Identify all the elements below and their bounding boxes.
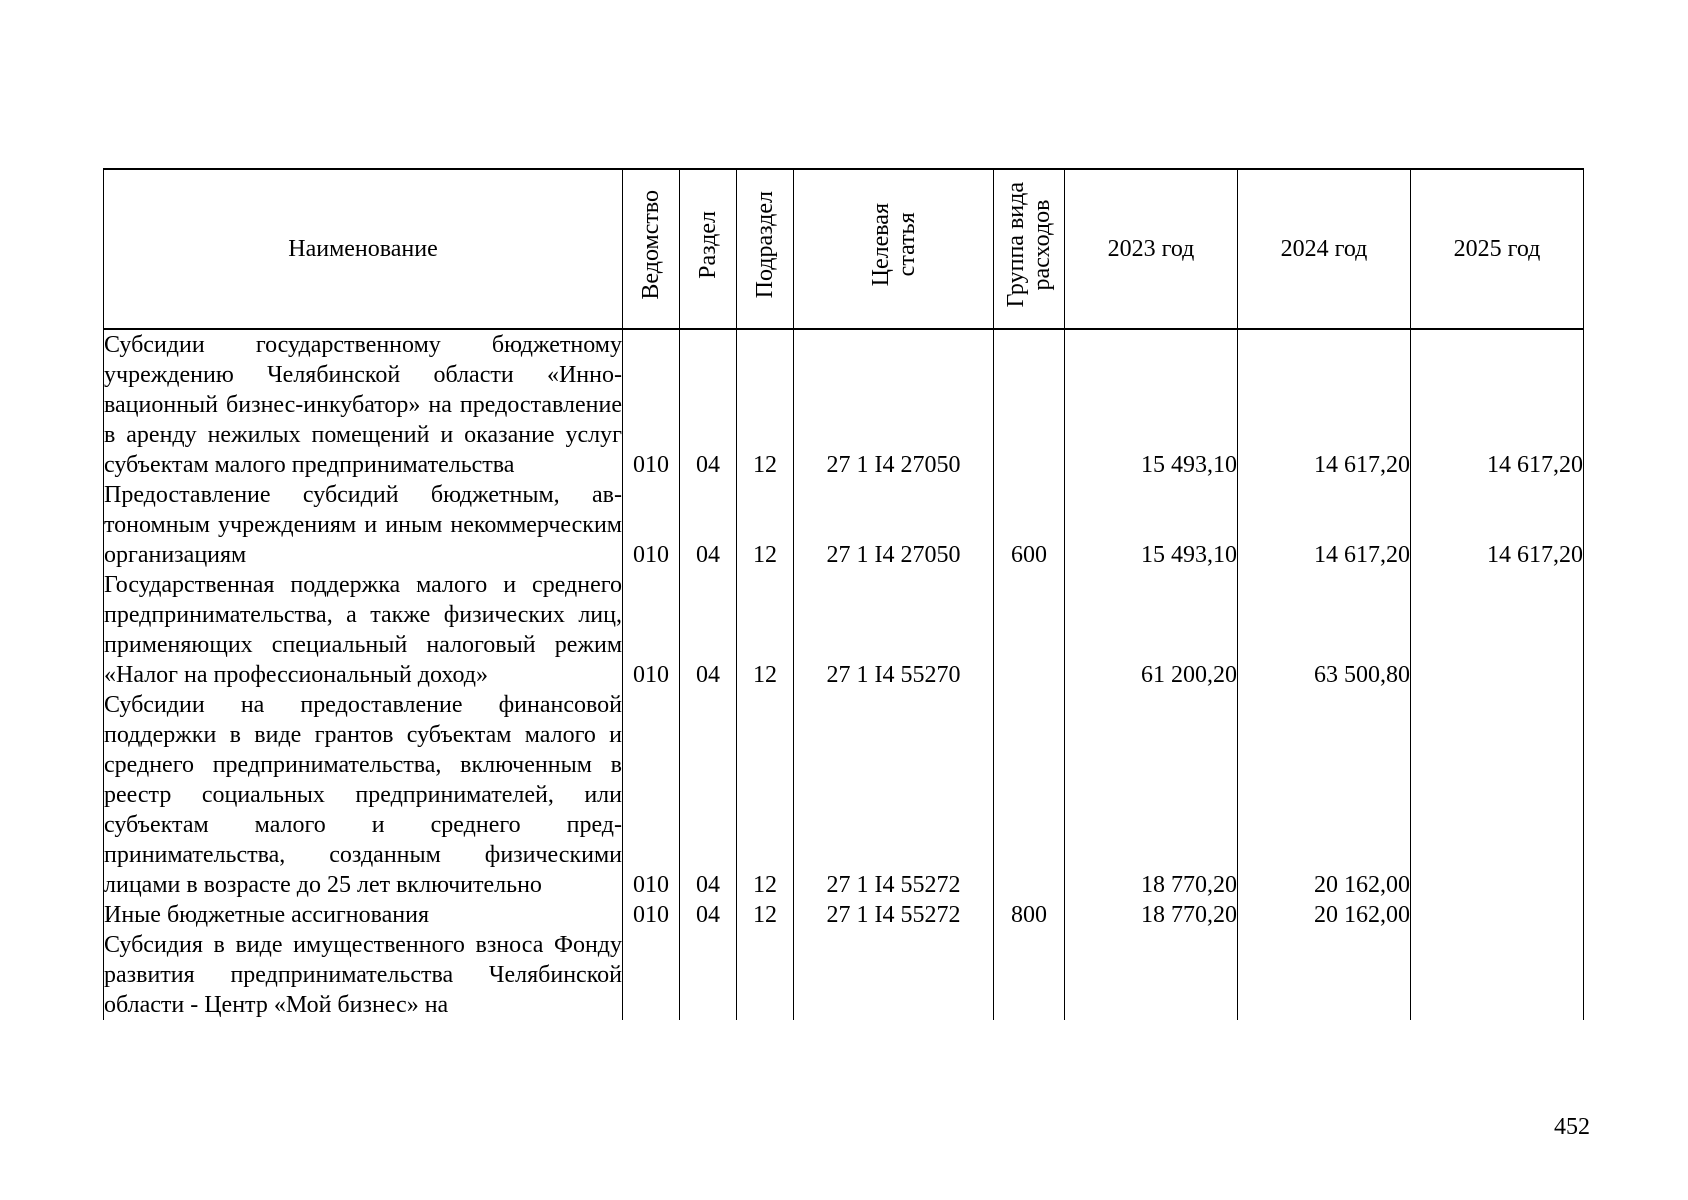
row-name: Субсидия в виде имущественного взноса Фонду развития предпринимательства Челябинской области - Центр «Мой бизнес» на: [104, 932, 622, 1018]
row-2024: [1238, 930, 1411, 1020]
header-gruppa-vida-raskhodov: Группа вида расходов: [994, 169, 1065, 329]
row-vedomstvo: 010: [623, 329, 680, 480]
row-tselevaya-statya: [794, 930, 994, 1020]
row-vedomstvo: 010: [623, 570, 680, 690]
row-name: Предоставление субсидий бюджетным, автономным учреждениям и иным некоммерческим организациям: [104, 482, 622, 568]
table-row: [104, 480, 1584, 570]
row-razdel: [680, 930, 737, 1020]
row-2024: 20 162,00: [1238, 900, 1411, 930]
row-razdel: 04: [680, 900, 737, 930]
row-name: Государственная поддержка малого и среднего предпринимательства, а также физических лиц, применяющих специальный налоговый режим «Налог на профессиональный доход»: [104, 572, 622, 688]
row-2025: [1411, 690, 1584, 900]
row-2023: 18 770,20: [1065, 690, 1238, 900]
row-tselevaya-statya: 27 1 I4 27050: [794, 329, 994, 480]
row-gruppa: [994, 930, 1065, 1020]
row-2025: [1411, 570, 1584, 690]
row-podrazdel: 12: [737, 480, 794, 570]
table-row: [104, 329, 1584, 480]
header-2023: 2023 год: [1065, 169, 1238, 329]
row-2024: 14 617,20: [1238, 329, 1411, 480]
row-razdel: 04: [680, 690, 737, 900]
row-gruppa: [994, 690, 1065, 900]
row-name: Субсидии на предоставление финансовой поддержки в виде грантов субъектам малого и среднего предпринимательства, включенным в реестр социальных предпринимателей, или субъектам малого и среднего предпринимательства, созданным физическими лицами в возрасте до 25 лет включительно: [104, 692, 622, 898]
header-podrazdel: Подраздел: [737, 169, 794, 329]
row-2023: 18 770,20: [1065, 900, 1238, 930]
row-podrazdel: 12: [737, 329, 794, 480]
row-razdel: 04: [680, 329, 737, 480]
header-vedomstvo: Ведомство: [623, 169, 680, 329]
row-vedomstvo: 010: [623, 690, 680, 900]
row-2023: 15 493,10: [1065, 480, 1238, 570]
row-2024: 63 500,80: [1238, 570, 1411, 690]
row-vedomstvo: 010: [623, 900, 680, 930]
row-2025: 14 617,20: [1411, 480, 1584, 570]
row-gruppa: 600: [994, 480, 1065, 570]
header-2025: 2025 год: [1411, 169, 1584, 329]
row-gruppa: [994, 329, 1065, 480]
row-2024: 14 617,20: [1238, 480, 1411, 570]
row-gruppa: 800: [994, 900, 1065, 930]
row-tselevaya-statya: 27 1 I4 55272: [794, 690, 994, 900]
table-row: [104, 930, 1584, 1020]
row-podrazdel: [737, 930, 794, 1020]
row-2024: 20 162,00: [1238, 690, 1411, 900]
row-vedomstvo: 010: [623, 480, 680, 570]
table-row: [104, 690, 1584, 900]
table-row: [104, 570, 1584, 690]
row-2025: [1411, 900, 1584, 930]
row-podrazdel: 12: [737, 570, 794, 690]
row-podrazdel: 12: [737, 900, 794, 930]
page-number: 452: [1554, 1114, 1590, 1140]
header-razdel: Раздел: [680, 169, 737, 329]
header-tselevaya-statya: Целевая статья: [794, 169, 994, 329]
row-razdel: 04: [680, 480, 737, 570]
header-name: Наименование: [104, 169, 623, 329]
header-2024: 2024 год: [1238, 169, 1411, 329]
row-tselevaya-statya: 27 1 I4 55272: [794, 900, 994, 930]
row-razdel: 04: [680, 570, 737, 690]
row-gruppa: [994, 570, 1065, 690]
row-vedomstvo: [623, 930, 680, 1020]
budget-table: [103, 168, 1584, 1020]
row-podrazdel: 12: [737, 690, 794, 900]
row-2025: 14 617,20: [1411, 329, 1584, 480]
row-name: Субсидии государственному бюджетному учреждению Челябинской области «Инновационный бизнес-инкубатор» на предоставление в аренду нежилых помещений и оказание услуг субъектам малого предпринимательства: [104, 329, 623, 480]
row-2025: [1411, 930, 1584, 1020]
row-2023: 61 200,20: [1065, 570, 1238, 690]
row-name: Иные бюджетные ассигнования: [104, 900, 623, 930]
row-tselevaya-statya: 27 1 I4 27050: [794, 480, 994, 570]
header-row: [104, 169, 1584, 329]
row-tselevaya-statya: 27 1 I4 55270: [794, 570, 994, 690]
row-2023: 15 493,10: [1065, 329, 1238, 480]
table-row: [104, 900, 1584, 930]
row-2023: [1065, 930, 1238, 1020]
